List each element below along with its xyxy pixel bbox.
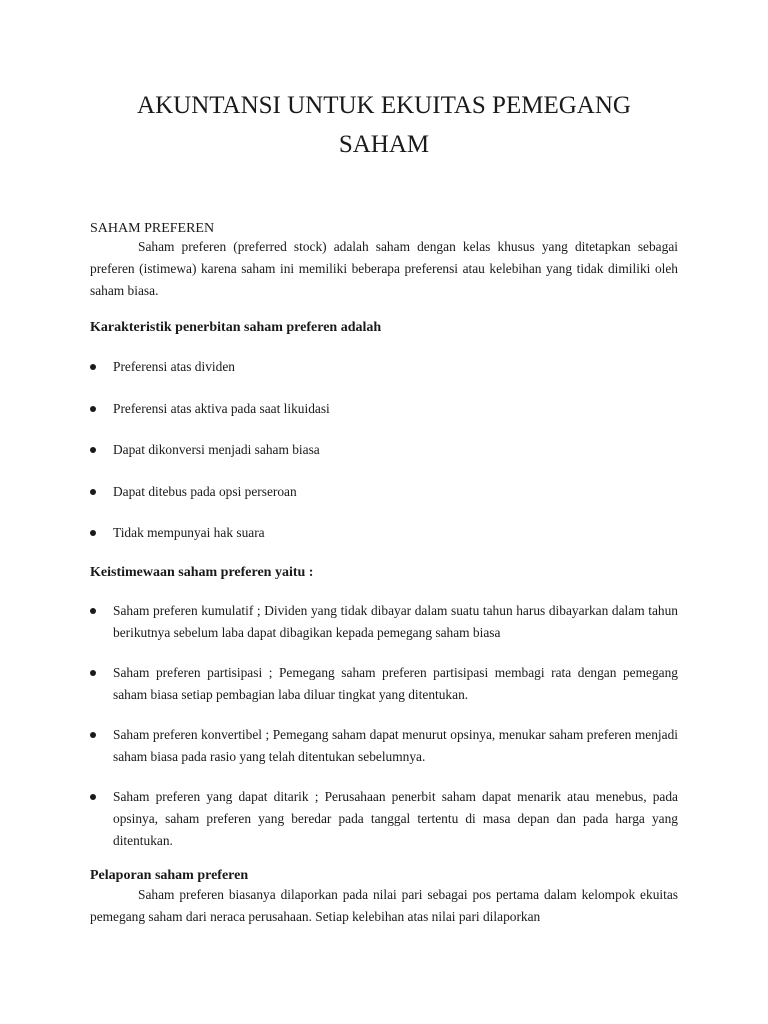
section-heading-saham-preferen: SAHAM PREFEREN [90,221,215,236]
characteristic-text: Tidak mempunyai hak suara [113,525,265,540]
privilege-text: Saham preferen konvertibel ; Pemegang saham dapat menurut opsinya, menukar saham preferen menjadi saham biasa pada rasio yang telah ditentukan sebelumnya. [113,727,678,764]
privilege-text: Saham preferen partisipasi ; Pemegang saham preferen partisipasi membagi rata dengan pemegang saham biasa setiap pembagian laba diluar tingkat yang ditentukan. [113,665,678,702]
section-paragraph-definition: Saham preferen (preferred stock) adalah saham dengan kelas khusus yang ditetapkan sebagai preferen (istimewa) karena saham ini memiliki beberapa preferensi atau kelebihan yang tidak dimiliki oleh saham biasa. [90,239,678,298]
privilege-item [90,724,678,768]
reporting-heading: Pelaporan saham preferen [90,868,249,883]
privilege-item [90,662,678,706]
bullet-icon [90,489,96,495]
characteristic-text: Dapat ditebus pada opsi perseroan [113,484,297,499]
document-title-line-1: AKUNTANSI UNTUK EKUITAS PEMEGANG [137,92,631,119]
bullet-icon [90,608,96,614]
characteristics-heading: Karakteristik penerbitan saham preferen adalah [90,320,382,335]
bullet-icon [90,364,96,370]
bullet-icon [90,794,96,800]
privilege-text: Saham preferen yang dapat ditarik ; Perusahaan penerbit saham dapat menarik atau menebus, pada opsinya, saham preferen yang beredar pada tanggal tertentu di masa depan dan pada harga yang ditentukan. [113,789,678,848]
document-title-line-2: SAHAM [338,131,430,158]
characteristic-item [90,356,678,378]
characteristic-text: Preferensi atas aktiva pada saat likuidasi [113,401,330,416]
privileges-heading: Keistimewaan saham preferen yaitu : [90,565,314,580]
characteristic-item [90,398,678,420]
bullet-icon [90,732,96,738]
bullet-icon [90,670,96,676]
bullet-icon [90,530,96,536]
bullet-icon [90,447,96,453]
characteristic-text: Dapat dikonversi menjadi saham biasa [113,442,320,457]
privilege-item [90,786,678,852]
characteristic-item [90,439,678,461]
characteristic-item [90,522,678,544]
reporting-paragraph: Saham preferen biasanya dilaporkan pada nilai pari sebagai pos pertama dalam kelompok ekuitas pemegang saham dari neraca perusahaan. Setiap kelebihan atas nilai pari dilaporkan [90,887,678,924]
privilege-text: Saham preferen kumulatif ; Dividen yang tidak dibayar dalam suatu tahun harus dibayarkan dalam tahun berikutnya sebelum laba dapat dibagikan kepada pemegang saham biasa [113,603,678,640]
characteristic-text: Preferensi atas dividen [113,359,235,374]
characteristic-item [90,481,678,503]
privilege-item [90,600,678,644]
bullet-icon [90,406,96,412]
